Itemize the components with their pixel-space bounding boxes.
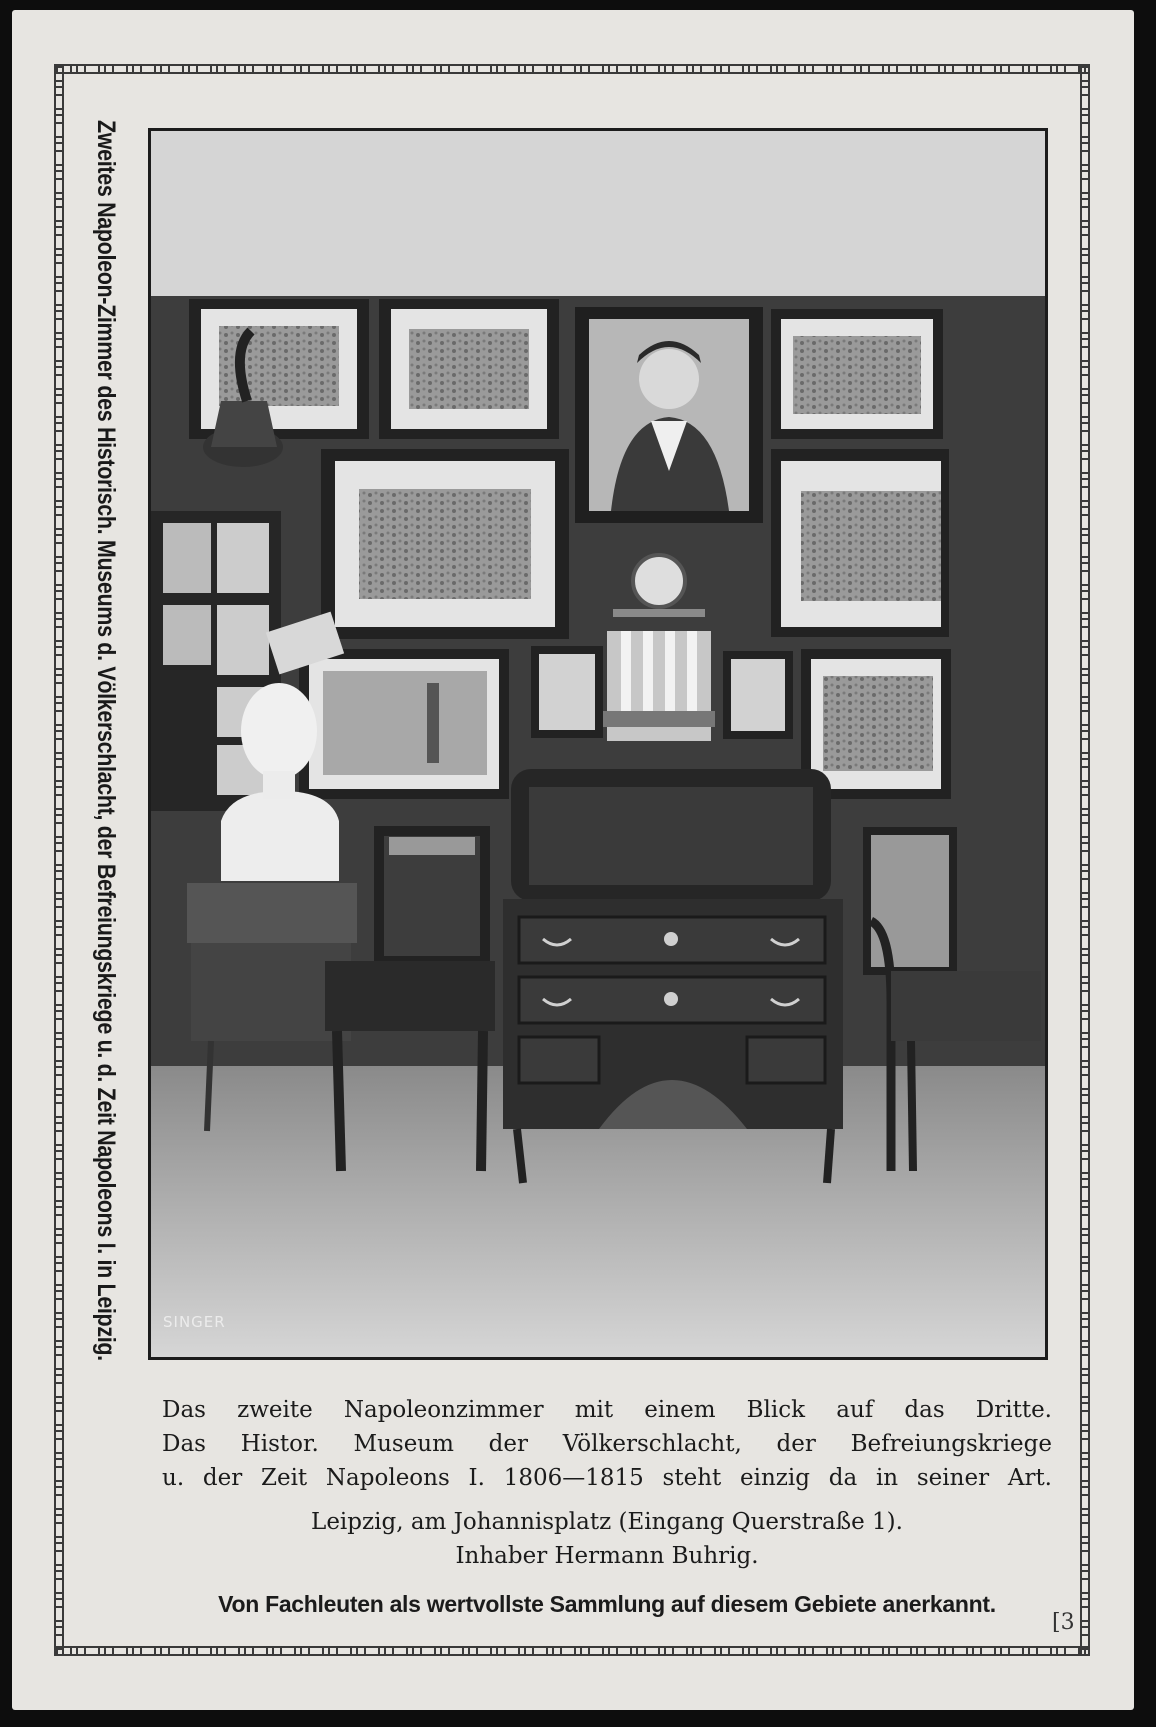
room-illustration bbox=[151, 131, 1045, 1357]
photo-signature: SINGER bbox=[163, 1313, 226, 1331]
caption-line-1: Das zweite Napoleonzimmer mit einem Blick auf das Dritte. bbox=[162, 1397, 1052, 1423]
card-number: [3 bbox=[1052, 1610, 1075, 1635]
napoleon-portrait bbox=[575, 307, 763, 523]
border-top bbox=[54, 64, 1090, 74]
side-title-text: Zweites Napoleon-Zimmer des Historisch. Museums d. Völkerschlacht, der Befreiungskriege u. d. Zeit Napoleons I. in Leipzig. bbox=[92, 120, 120, 1361]
caption-address-block bbox=[162, 1505, 1052, 1573]
secretary-desk bbox=[503, 769, 843, 1183]
caption-recognition: Von Fachleuten als wertvollste Sammlung auf diesem Gebiete anerkannt. bbox=[218, 1591, 996, 1617]
border-right bbox=[1080, 64, 1090, 1656]
border-bottom bbox=[54, 1646, 1090, 1656]
caption-line-2: Das Histor. Museum der Völkerschlacht, der Befreiungskriege bbox=[162, 1431, 1052, 1457]
caption-description bbox=[162, 1393, 1052, 1495]
caption-owner: Inhaber Hermann Buhrig. bbox=[455, 1543, 759, 1569]
border-left bbox=[54, 64, 64, 1656]
museum-room-photo bbox=[148, 128, 1048, 1360]
postcard bbox=[12, 10, 1134, 1710]
caption-line-3: u. der Zeit Napoleons I. 1806—1815 steht einzig da in seiner Art. bbox=[162, 1465, 1052, 1491]
caption-address: Leipzig, am Johannisplatz (Eingang Querstraße 1). bbox=[311, 1509, 903, 1535]
